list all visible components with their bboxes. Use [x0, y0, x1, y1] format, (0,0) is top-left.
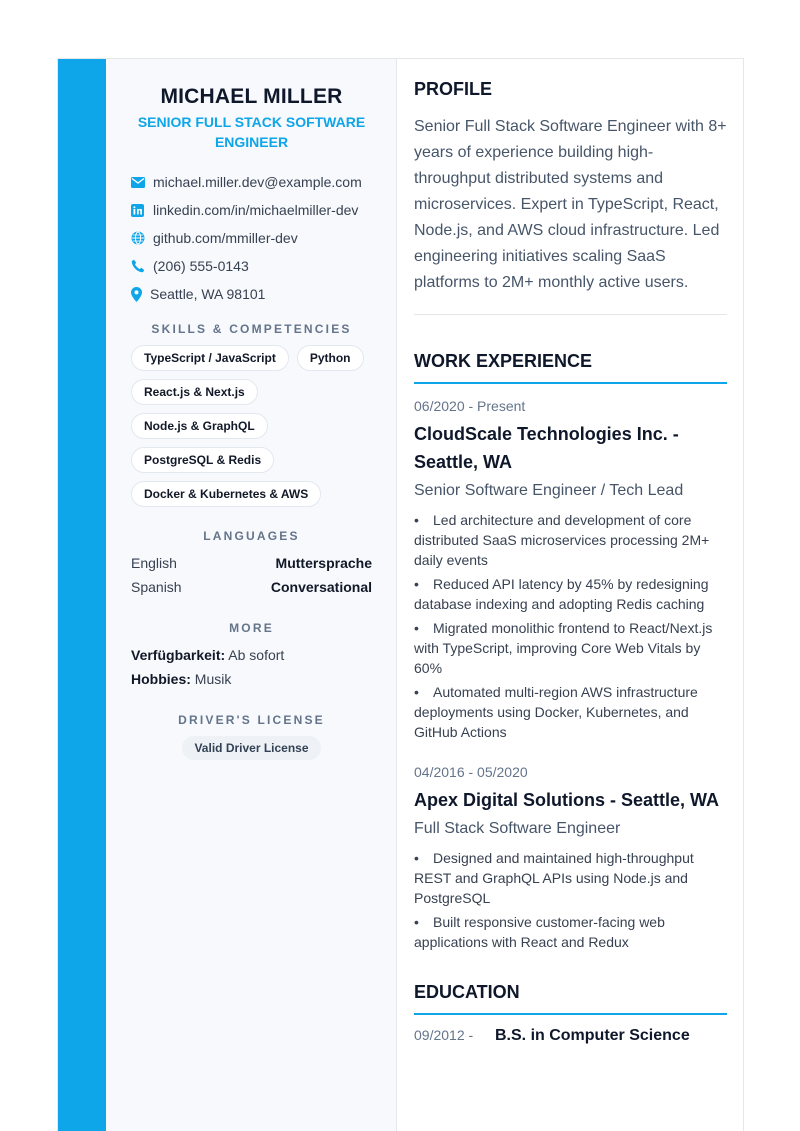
section-divider — [414, 314, 727, 315]
availability-row — [131, 643, 372, 667]
languages-list — [131, 551, 372, 599]
work-heading: WORK EXPERIENCE — [414, 351, 727, 384]
hobbies-value: Musik — [194, 671, 232, 687]
job-bullet: • Reduced API latency by 45% by redesigning database indexing and adopting Redis caching — [414, 576, 709, 612]
contact-email[interactable] — [131, 172, 372, 192]
job-entry — [414, 764, 727, 952]
sidebar — [106, 59, 397, 1131]
email-text: michael.miller.dev@example.com — [153, 174, 362, 190]
contact-list — [131, 172, 372, 304]
globe-icon — [131, 228, 153, 248]
contact-phone[interactable] — [131, 256, 372, 276]
skill-tag: React.js & Next.js — [131, 379, 258, 405]
job-role: Full Stack Software Engineer — [414, 820, 621, 837]
skill-tag: PostgreSQL & Redis — [131, 447, 274, 473]
job-bullet: • Automated multi-region AWS infrastructure deployments using Docker, Kubernetes, and GitHub Actions — [414, 684, 698, 740]
job-company: Apex Digital Solutions - Seattle, WA — [414, 790, 720, 810]
language-level: Conversational — [270, 579, 372, 595]
job-bullets — [414, 510, 727, 742]
license-badge: Valid Driver License — [182, 736, 320, 760]
skill-tag: Docker & Kubernetes & AWS — [131, 481, 321, 507]
education-degree: B.S. in Computer Science — [495, 1027, 690, 1044]
more-heading: MORE — [229, 621, 274, 635]
contact-location — [131, 284, 372, 304]
skill-tag: Python — [297, 345, 364, 371]
education-date: 09/2012 - — [414, 1027, 474, 1043]
contact-linkedin[interactable] — [131, 200, 372, 220]
job-role: Senior Software Engineer / Tech Lead — [414, 482, 684, 499]
job-entry — [414, 398, 727, 742]
more-section — [131, 643, 372, 691]
hobbies-label: Hobbies: — [131, 671, 191, 687]
accent-bar — [58, 59, 106, 1131]
github-text: github.com/mmiller-dev — [153, 230, 298, 246]
phone-text: (206) 555-0143 — [153, 258, 249, 274]
linkedin-text: linkedin.com/in/michaelmiller-dev — [153, 202, 359, 218]
job-bullet: • Led architecture and development of core distributed SaaS microservices processing 2M+ daily events — [414, 512, 710, 568]
skills-tags — [131, 345, 372, 507]
location-pin-icon — [131, 284, 150, 304]
availability-label: Verfügbarkeit: — [131, 647, 226, 663]
email-icon — [131, 172, 153, 192]
phone-icon — [131, 256, 153, 276]
language-level: Muttersprache — [275, 555, 372, 571]
job-bullet: • Designed and maintained high-throughput REST and GraphQL APIs using Node.js and PostgreSQL — [414, 850, 694, 906]
location-text: Seattle, WA 98101 — [150, 286, 266, 302]
language-row — [131, 551, 372, 575]
skills-heading: SKILLS & COMPETENCIES — [151, 322, 352, 336]
skill-tag: Node.js & GraphQL — [131, 413, 268, 439]
contact-github[interactable] — [131, 228, 372, 248]
language-name: English — [131, 555, 177, 571]
job-bullet: • Built responsive customer-facing web applications with React and Redux — [414, 914, 665, 950]
job-date: 06/2020 - Present — [414, 398, 526, 414]
language-name: Spanish — [131, 579, 182, 595]
linkedin-icon — [131, 200, 153, 220]
job-bullets — [414, 848, 727, 952]
job-company: CloudScale Technologies Inc. - Seattle, WA — [414, 424, 679, 472]
job-bullet: • Migrated monolithic frontend to React/Next.js with TypeScript, improving Core Web Vitals by 60% — [414, 620, 713, 676]
main-content — [397, 59, 744, 1131]
person-name: MICHAEL MILLER — [160, 85, 343, 108]
license-heading: DRIVER'S LICENSE — [178, 713, 325, 727]
resume-page — [57, 58, 744, 1131]
skill-tag: TypeScript / JavaScript — [131, 345, 289, 371]
language-row — [131, 575, 372, 599]
hobbies-row — [131, 667, 372, 691]
person-title: SENIOR FULL STACK SOFTWARE ENGINEER — [137, 114, 366, 150]
job-date: 04/2016 - 05/2020 — [414, 764, 528, 780]
education-entry — [414, 1027, 727, 1045]
languages-heading: LANGUAGES — [203, 529, 300, 543]
availability-value: Ab sofort — [228, 647, 285, 663]
profile-text: Senior Full Stack Software Engineer with 8+ years of experience building high-throughput distributed systems and microservices. Expert in TypeScript, React, Node.js, and AWS cloud infrastructure. Led engineering initiatives scaling SaaS platforms to 2M+ monthly active users. — [414, 118, 727, 291]
profile-heading: PROFILE — [414, 79, 493, 99]
education-heading: EDUCATION — [414, 982, 727, 1015]
